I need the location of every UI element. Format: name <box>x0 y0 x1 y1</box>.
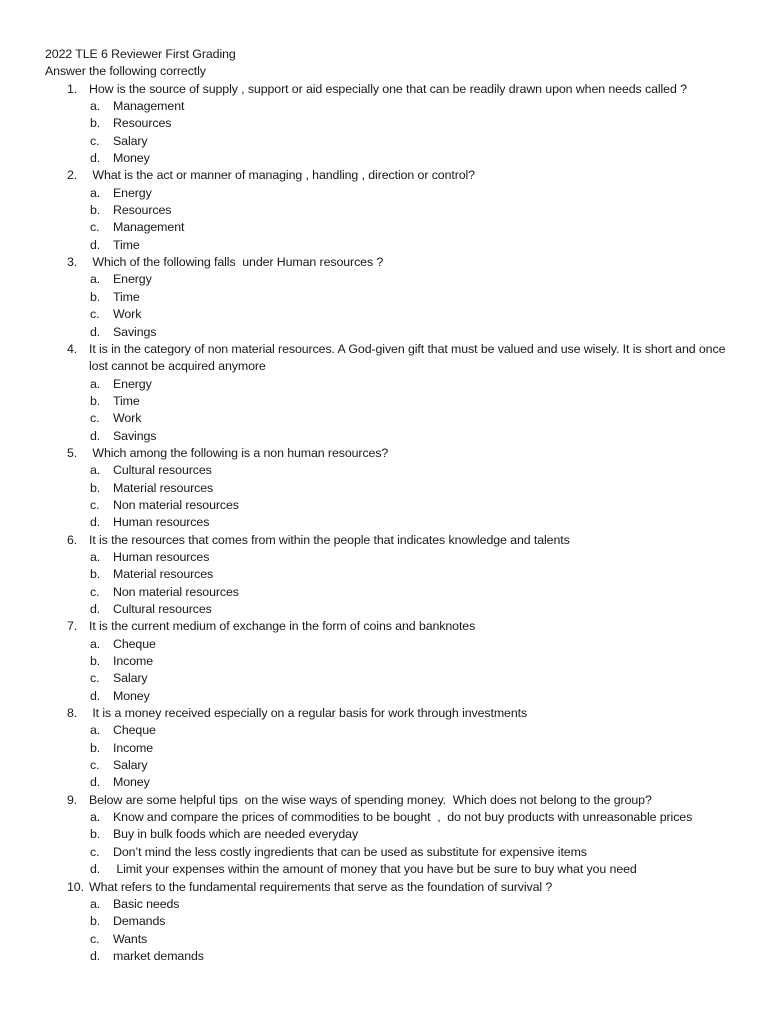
option-text: Energy <box>113 272 152 287</box>
option-letter: a. <box>90 896 101 911</box>
option-item <box>45 913 745 930</box>
option-item <box>45 948 745 965</box>
option-letter: c. <box>90 411 100 426</box>
question-number: 4. <box>67 341 78 356</box>
question-number: 1. <box>67 81 78 96</box>
option-text: Salary <box>113 133 148 148</box>
option-letter: c. <box>90 497 100 512</box>
option-item <box>45 462 745 479</box>
option-letter: c. <box>90 584 100 599</box>
option-item <box>45 410 745 427</box>
question-text <box>45 618 729 635</box>
option-letter: b. <box>90 654 101 669</box>
option-text: Energy <box>113 185 152 200</box>
option-letter: c. <box>90 220 100 235</box>
option-text: Money <box>113 688 150 703</box>
option-text: Management <box>113 99 185 114</box>
option-letter: a. <box>90 810 101 825</box>
option-item <box>45 480 745 497</box>
option-text: Demands <box>113 914 166 929</box>
question-item <box>45 618 745 705</box>
option-letter: d. <box>90 515 101 530</box>
option-letter: c. <box>90 931 100 946</box>
option-letter: a. <box>90 636 101 651</box>
option-item <box>45 289 745 306</box>
question-text <box>45 81 729 98</box>
option-letter: b. <box>90 914 101 929</box>
option-item <box>45 931 745 948</box>
option-item <box>45 670 745 687</box>
question-prompt: How is the source of supply , support or aid especially one that can be readily drawn upon when needs called ? <box>89 81 687 96</box>
option-letter: b. <box>90 567 101 582</box>
instruction-text: Answer the following correctly <box>45 64 206 79</box>
option-letter: d. <box>90 948 101 963</box>
option-text: Material resources <box>113 480 214 495</box>
option-text: Don’t mind the less costly ingredients that can be used as substitute for expensive items <box>113 844 587 859</box>
option-item <box>45 549 745 566</box>
option-letter: a. <box>90 272 101 287</box>
option-list <box>45 549 745 618</box>
option-text: Time <box>113 393 140 408</box>
question-number: 6. <box>67 532 78 547</box>
option-letter: d. <box>90 862 101 877</box>
option-text: Salary <box>113 671 148 686</box>
option-text: Limit your expenses within the amount of money that you have but be sure to buy what you need <box>113 862 637 877</box>
question-item <box>45 254 745 341</box>
option-letter: a. <box>90 185 101 200</box>
question-number: 10. <box>67 879 84 894</box>
option-text: Income <box>113 654 154 669</box>
question-prompt: What is the act or manner of managing , handling , direction or control? <box>89 168 475 183</box>
document-title: 2022 TLE 6 Reviewer First Grading <box>45 47 236 61</box>
option-letter: c. <box>90 133 100 148</box>
option-item <box>45 514 745 531</box>
option-item <box>45 584 745 601</box>
question-number: 8. <box>67 706 78 721</box>
option-letter: b. <box>90 393 101 408</box>
option-letter: d. <box>90 237 101 252</box>
option-item <box>45 237 745 254</box>
option-letter: b. <box>90 740 101 755</box>
option-list <box>45 376 745 445</box>
option-letter: a. <box>90 99 101 114</box>
option-text: Money <box>113 775 150 790</box>
option-item <box>45 393 745 410</box>
option-list <box>45 809 745 878</box>
document-page <box>45 46 745 965</box>
option-item <box>45 844 745 861</box>
option-item <box>45 653 745 670</box>
option-text: market demands <box>113 948 204 963</box>
option-text: Material resources <box>113 567 214 582</box>
question-text <box>45 879 729 896</box>
option-letter: b. <box>90 203 101 218</box>
option-list <box>45 636 745 705</box>
option-text: Savings <box>113 428 157 443</box>
option-item <box>45 774 745 791</box>
option-item <box>45 896 745 913</box>
option-list <box>45 271 745 340</box>
option-list <box>45 722 745 791</box>
option-item <box>45 809 745 826</box>
option-letter: a. <box>90 463 101 478</box>
option-letter: b. <box>90 289 101 304</box>
option-item <box>45 115 745 132</box>
option-letter: c. <box>90 758 100 773</box>
question-item <box>45 167 745 254</box>
option-letter: b. <box>90 116 101 131</box>
question-text <box>45 341 729 376</box>
option-item <box>45 306 745 323</box>
question-item <box>45 341 745 445</box>
question-text <box>45 167 729 184</box>
question-item <box>45 879 745 966</box>
option-letter: a. <box>90 549 101 564</box>
question-prompt: It is in the category of non material resources. A God-given gift that must be valued and use wisely. It is short and once lost cannot be acquired anymore <box>89 341 729 374</box>
option-letter: d. <box>90 428 101 443</box>
question-number: 7. <box>67 619 78 634</box>
option-item <box>45 150 745 167</box>
option-item <box>45 428 745 445</box>
question-prompt: It is the current medium of exchange in the form of coins and banknotes <box>89 619 476 634</box>
option-letter: b. <box>90 827 101 842</box>
option-list <box>45 98 745 167</box>
question-prompt: What refers to the fundamental requirements that serve as the foundation of survival ? <box>89 879 553 894</box>
option-text: Know and compare the prices of commodities to be bought , do not buy products with unreasonable prices <box>113 810 693 825</box>
question-prompt: Below are some helpful tips on the wise ways of spending money. Which does not belong to the group? <box>89 792 652 807</box>
question-prompt: Which of the following falls under Human resources ? <box>89 255 384 270</box>
question-item <box>45 792 745 879</box>
option-item <box>45 826 745 843</box>
option-text: Non material resources <box>113 497 239 512</box>
question-text <box>45 445 729 462</box>
option-text: Human resources <box>113 549 210 564</box>
option-item <box>45 861 745 878</box>
question-text <box>45 532 729 549</box>
option-letter: c. <box>90 844 100 859</box>
question-number: 9. <box>67 792 78 807</box>
option-letter: d. <box>90 324 101 339</box>
option-text: Money <box>113 151 150 166</box>
question-number: 2. <box>67 168 78 183</box>
option-item <box>45 722 745 739</box>
option-text: Human resources <box>113 515 210 530</box>
option-list <box>45 462 745 531</box>
option-item <box>45 688 745 705</box>
option-item <box>45 636 745 653</box>
question-item <box>45 445 745 532</box>
option-text: Non material resources <box>113 584 239 599</box>
option-text: Cheque <box>113 636 156 651</box>
option-text: Cultural resources <box>113 602 212 616</box>
option-item <box>45 133 745 150</box>
option-list <box>45 896 745 965</box>
option-item <box>45 497 745 514</box>
question-item <box>45 81 745 168</box>
option-letter: d. <box>90 151 101 166</box>
option-letter: d. <box>90 775 101 790</box>
option-text: Resources <box>113 203 172 218</box>
question-item <box>45 532 745 619</box>
option-item <box>45 219 745 236</box>
question-text <box>45 254 729 271</box>
option-letter: b. <box>90 480 101 495</box>
option-text: Salary <box>113 758 148 773</box>
question-prompt: It is a money received especially on a regular basis for work through investments <box>89 706 528 721</box>
option-item <box>45 271 745 288</box>
option-letter: c. <box>90 307 100 322</box>
option-letter: d. <box>90 688 101 703</box>
option-text: Income <box>113 740 154 755</box>
question-prompt: It is the resources that comes from within the people that indicates knowledge and talents <box>89 532 570 547</box>
option-text: Basic needs <box>113 896 180 911</box>
question-text <box>45 792 729 809</box>
option-letter: c. <box>90 671 100 686</box>
option-text: Management <box>113 220 185 235</box>
option-item <box>45 376 745 393</box>
option-item <box>45 324 745 341</box>
option-text: Time <box>113 289 140 304</box>
option-text: Cheque <box>113 723 156 738</box>
question-number: 5. <box>67 445 78 460</box>
option-text: Wants <box>113 931 148 946</box>
option-text: Time <box>113 237 140 252</box>
option-item <box>45 98 745 115</box>
question-number: 3. <box>67 255 78 270</box>
option-text: Cultural resources <box>113 463 212 478</box>
option-letter: d. <box>90 602 101 616</box>
option-item <box>45 202 745 219</box>
question-text <box>45 705 729 722</box>
option-text: Resources <box>113 116 172 131</box>
option-letter: a. <box>90 376 101 391</box>
option-item <box>45 740 745 757</box>
option-text: Buy in bulk foods which are needed everyday <box>113 827 359 842</box>
option-text: Savings <box>113 324 157 339</box>
option-text: Work <box>113 307 142 322</box>
option-list <box>45 185 745 254</box>
question-list <box>45 81 745 966</box>
option-item <box>45 185 745 202</box>
option-item <box>45 757 745 774</box>
option-item <box>45 566 745 583</box>
option-text: Work <box>113 411 142 426</box>
question-item <box>45 705 745 792</box>
option-letter: a. <box>90 723 101 738</box>
option-text: Energy <box>113 376 152 391</box>
option-item <box>45 601 745 618</box>
question-prompt: Which among the following is a non human resources? <box>89 445 389 460</box>
